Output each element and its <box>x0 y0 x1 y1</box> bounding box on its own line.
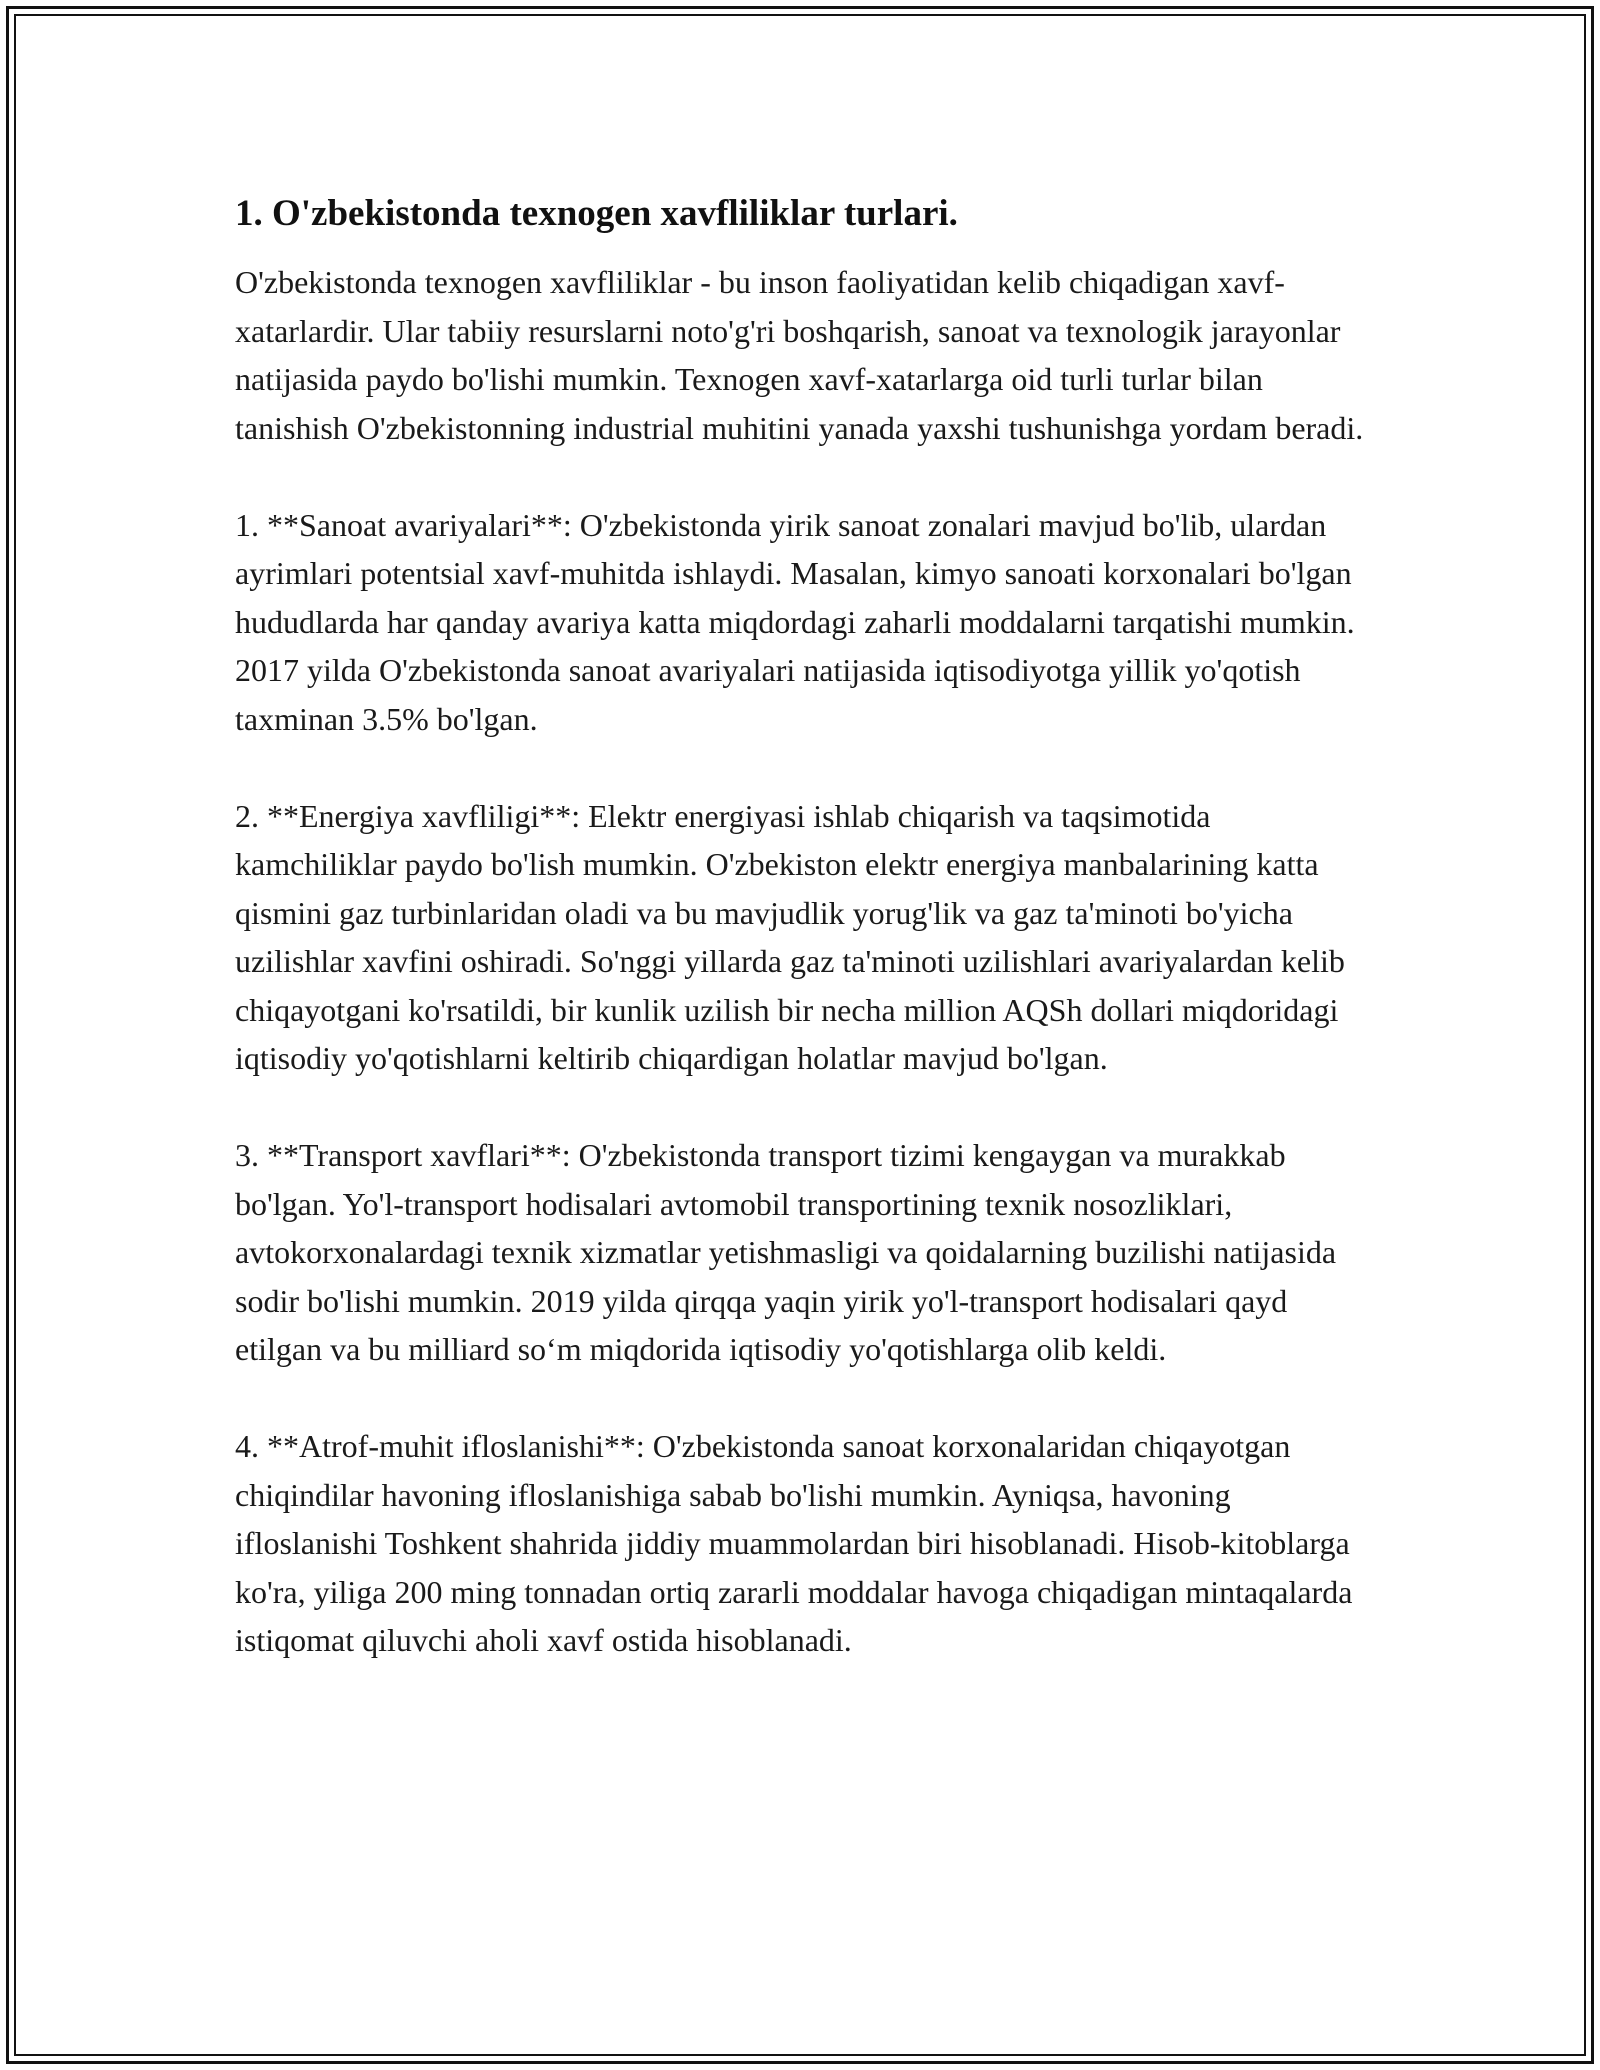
intro-paragraph: O'zbekistonda texnogen xavfliliklar - bu inson faoliyatidan kelib chiqadigan xavf-xatarlardir. Ular tabiiy resurslarni noto'g'ri boshqarish, sanoat va texnologik jarayonlar natijasida paydo bo'lishi mumkin. Texnogen xavf-xatarlarga oid turli turlar bilan tanishish O'zbekistonning industrial muhitini yanada yaxshi tushunishga yordam beradi. <box>235 264 1364 446</box>
paragraph-industrial-accidents: 1. **Sanoat avariyalari**: O'zbekistonda yirik sanoat zonalari mavjud bo'lib, ulardan ayrimlari potentsial xavf-muhitda ishlaydi. Masalan, kimyo sanoati korxonalari bo'lgan hududlarda har qanday avariya katta miqdordagi zaharli moddalarni tarqatishi mumkin. 2017 yilda O'zbekistonda sanoat avariyalari natijasida iqtisodiyotga yillik yo'qotish taxminan 3.5% bo'lgan. <box>235 506 1355 737</box>
paragraph-transport-hazards: 3. **Transport xavflari**: O'zbekistonda transport tizimi kengaygan va murakkab bo'lgan. Yo'l-transport hodisalari avtomobil transportining texnik nosozliklari, avtokorxonalardagi texnik xizmatlar yetishmasligi va qoidalarning buzilishi natijasida sodir bo'lishi mumkin. 2019 yilda qirqqa yaqin yirik yo'l-transport hodisalari qayd etilgan va bu milliard so‘m miqdorida iqtisodiy yo'qotishlarga olib keldi. <box>235 1137 1337 1367</box>
paragraph-environmental-pollution: 4. **Atrof-muhit ifloslanishi**: O'zbekistonda sanoat korxonalaridan chiqayotgan chiqindilar havoning ifloslanishiga sabab bo'lishi mumkin. Ayniqsa, havoning ifloslanishi Toshkent shahrida jiddiy muammolardan biri hisoblanadi. Hisob-kitoblarga ko'ra, yiliga 200 ming tonnadan ortiq zararli moddalar havoga chiqadigan mintaqalarda istiqomat qiluvchi aholi xavf ostida hisoblanadi. <box>235 1428 1353 1658</box>
section-heading: 1. O'zbekistonda texnogen xavfliliklar turlari. <box>235 193 958 234</box>
document-body <box>235 190 1375 1713</box>
paragraph-energy-hazard: 2. **Energiya xavfliligi**: Elektr energiyasi ishlab chiqarish va taqsimotida kamchiliklar paydo bo'lish mumkin. O'zbekiston elektr energiya manbalarining katta qismini gaz turbinlaridan oladi va bu mavjudlik yorug'lik va gaz ta'minoti bo'yicha uzilishlar xavfini oshiradi. So'nggi yillarda gaz ta'minoti uzilishlari avariyalardan kelib chiqayotgani ko'rsatildi, bir kunlik uzilish bir necha million AQSh dollari miqdoridagi iqtisodiy yo'qotishlarni keltirib chiqardigan holatlar mavjud bo'lgan. <box>235 797 1345 1076</box>
